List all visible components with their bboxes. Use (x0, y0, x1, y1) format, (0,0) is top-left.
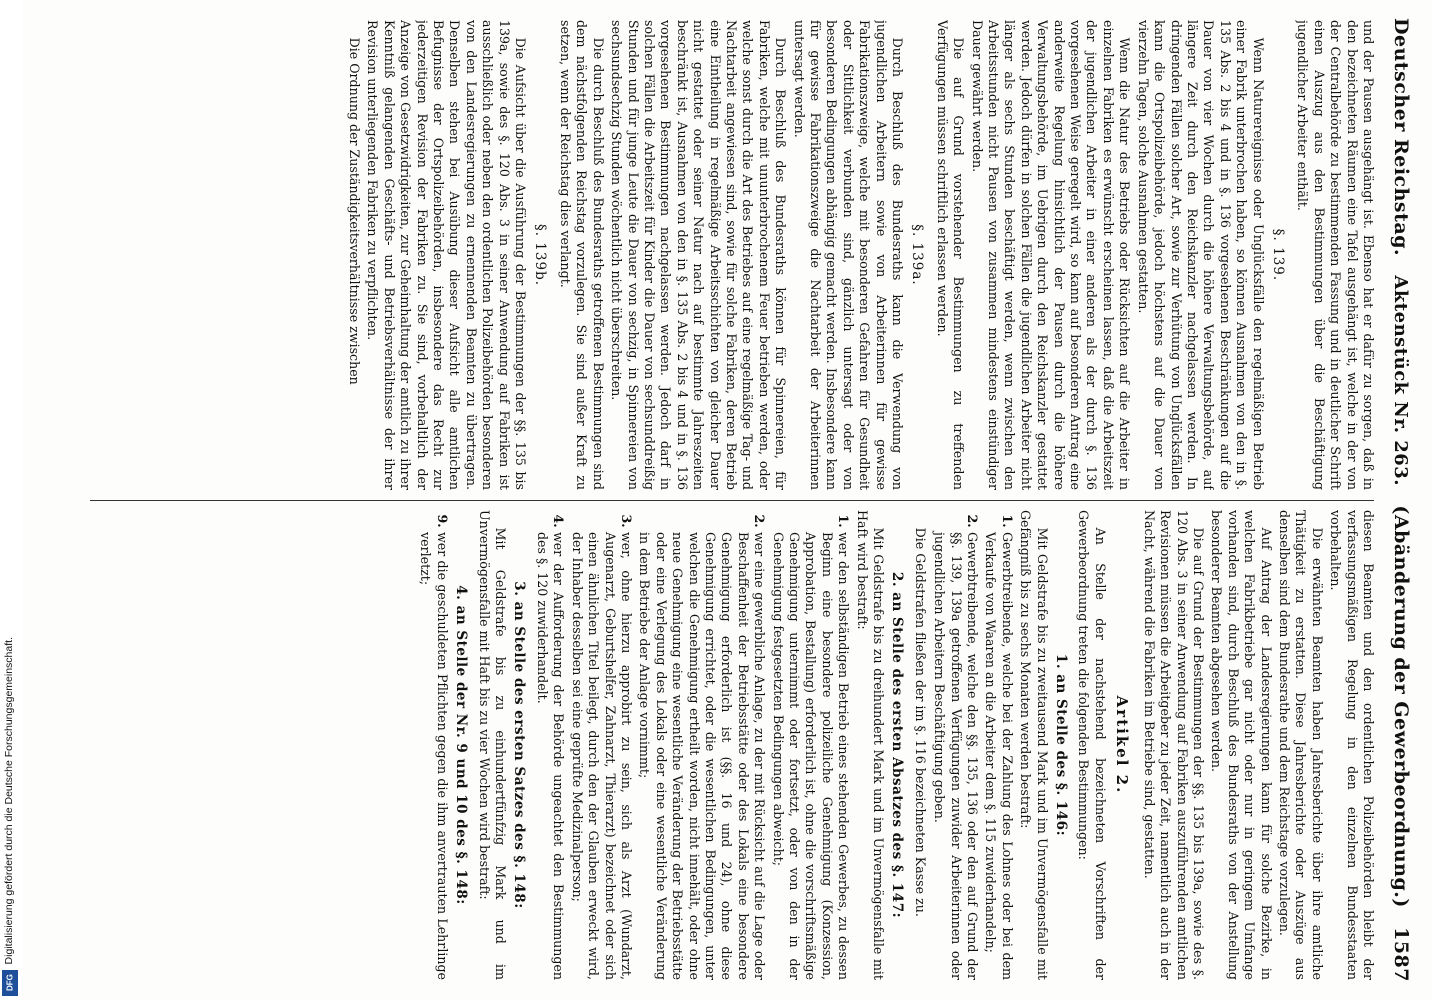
article-heading: Artikel 2. (1113, 695, 1132, 795)
running-head-right: (Abänderung der Gewerbeordnung.) (1390, 505, 1412, 908)
paragraph: Mit Geldstrafe bis zu einhundertfünfzig Mark und im Unvermögensfalle mit Haft bis zu vier Wochen wird bestraft: (476, 510, 509, 980)
paragraph: Die erwähnten Beamten haben Jahresberichte über ihre amtliche Thätigkeit zu erstatten. Diese Jahresberichte oder Auszüge aus denselben sind dem Bundesrathe und dem Reichstage vorzulegen. (1276, 510, 1325, 980)
section-heading: §. 139. (1269, 228, 1286, 282)
paragraph: Wenn Naturereignisse oder Unglücksfälle den regelmäßigen Betrieb einer Fabrik unterbrochen haben, so können Ausnahmen von den in §. 135 Abs. 2 bis 4 und in §. 136 vorgesehenen Beschränkungen auf die Dauer von vier Wochen durch die höhere Verwaltungsbehörde, auf längere Zeit durch den Reichskanzler nachgelassen werden. In dringenden Fällen solcher Art, sowie zur Verhütung von Unglücksfällen kann die Ortspolizeibehörde, jedoch höchstens auf die Dauer von vierzehn Tagen, solche Ausnahmen gestatten. (1135, 20, 1266, 490)
list-item: 4. wer der Aufforderung der Behörde ungeachtet den Bestimmungen des §. 120 zuwiderhandelt. (534, 532, 567, 980)
paragraph: An Stelle der nachstehend bezeichneten Vorschriften der Gewerbeordnung treten die folgenden Bestimmungen: (1076, 510, 1108, 980)
paragraph: Durch Beschluß des Bundesraths kann die Verwendung von jugendlichen Arbeitern sowie von Arbeiterinnen für gewisse Fabrikationszweige, welche mit besonderen Gefahren für Gesundheit oder Sittlichkeit verbunden sind, gänzlich untersagt oder von besonderen Bedingungen abhängig gemacht werden. Insbesondere kann für gewisse Fabrikationszweige die Nachtarbeit der Arbeiterinnen untersagt werden. (791, 20, 906, 490)
subsection-heading: 4. an Stelle der Nr. 9 und 10 des §. 148: (453, 585, 470, 905)
paragraph: und der Pausen ausgehängt ist. Ebenso hat er dafür zu sorgen, daß in den bezeichneten Räumen eine Tafel ausgehängt ist, welche in der von der Centralbehörde zu bestimmenden Fassung und in deutlicher Schrift einen Auszug aus den Bestimmungen über die Beschäftigung jugendlicher Arbeiter enthält. (1295, 20, 1376, 490)
numbered-list (417, 510, 450, 980)
dfg-logo: DFG (2, 970, 18, 996)
paragraph: Wenn die Natur des Betriebs oder Rücksichten auf die Arbeiter in einzelnen Fabriken es erwünscht erscheinen lassen, daß die Arbeitszeit der jugendlichen Arbeiter in einer anderen als der durch §. 136 vorgesehenen Weise geregelt wird, so kann auf besonderen Antrag eine anderweite Regelung hinsichtlich der Pausen durch die höhere Verwaltungsbehörde, im Uebrigen durch den Reichskanzler gestattet werden. Jedoch dürfen in solchen Fällen die jugendlichen Arbeiter nicht länger als sechs Stunden beschäftigt werden, wenn zwischen den Arbeitsstunden nicht Pausen von zusammen mindestens einstündiger Dauer gewährt werden. (969, 20, 1133, 490)
running-head (1384, 18, 1418, 982)
section-heading: §. 139b. (532, 223, 549, 287)
funding-credit: Digitalisierung gefördert durch die Deutsche Forschungsgemeinschaft. (3, 636, 15, 964)
left-column (24, 20, 1376, 490)
paragraph: Auf Antrag der Landesregierungen kann für solche Bezirke, in welchen Fabrikbetriebe gar nicht oder nur in geringem Umfange vorhanden sind, durch Beschluß des Bundesraths von der Anstellung besonderer Beamten abgesehen werden. (1209, 510, 1274, 980)
paragraph: Durch Beschluß des Bundesraths können für Spinnereien, für Fabriken, welche mit ununterbrochenem Feuer betrieben werden, oder welche sonst durch die Art des Betriebes auf eine regelmäßige Tag- und Nachtarbeit angewiesen sind, sowie für solche Fabriken, deren Betrieb eine Eintheilung in regelmäßige Arbeitsschichten von gleicher Dauer nicht gestattet oder seiner Natur nach auf bestimmte Jahreszeiten beschränkt ist, Ausnahmen von den in §. 135 Abs. 2 bis 4 und in §. 136 vorgesehenen Bestimmungen nachgelassen werden. Jedoch darf in solchen Fällen die Arbeitszeit für Kinder die Dauer von sechsunddreißig Stunden und für junge Leute die Dauer von sechzig, in Spinnereien von sechsundsechzig Stunden wöchentlich nicht überschreiten. (609, 20, 789, 490)
list-item: 3. wer, ohne hierzu approbirt zu sein, sich als Arzt (Wundarzt, Augenarzt, Geburtshelfer, Zahnarzt, Thierarzt) bezeichnet oder sich einen ähnlichen Titel beilegt, durch den der Glauben erweckt wird, der Inhaber desselben sei eine geprüfte Medizinalperson; (568, 532, 634, 980)
running-head-center: Aktenstück Nr. 263. (1390, 275, 1412, 487)
right-column (24, 510, 1376, 980)
paragraph: Die auf Grund vorstehender Bestimmungen zu treffenden Verfügungen müssen schriftlich erlassen werden. (934, 20, 967, 490)
paragraph: Mit Geldstrafe bis zu zweitausend Mark und im Unvermögensfalle mit Gefängniß bis zu sechs Monaten werden bestraft: (1018, 510, 1050, 980)
section-heading: §. 139a. (909, 224, 926, 286)
digitization-footer (0, 0, 22, 1000)
list-item: 2. Gewerbtreibende, welche den §§. 135, 136 oder den auf Grund der §§. 139, 139a getroffenen Verfügungen zuwider Arbeiterinnen oder jugendlichen Arbeitern Beschäftigung geben. (931, 532, 980, 980)
subsection-heading: 1. an Stelle des §. 146: (1053, 653, 1070, 837)
list-item: 2. wer eine gewerbliche Anlage, zu der mit Rücksicht auf die Lage oder Beschaffenheit der Betriebsstätte oder des Lokals eine besondere Genehmigung erforderlich ist (§§. 16 und 24), ohne diese Genehmigung errichtet, oder die wesentlichen Bedingungen, unter welchen die Genehmigung ertheilt worden, nicht innehält, oder ohne neue Genehmigung eine wesentliche Veränderung der Betriebsstätte oder eine Verlegung des Lokals oder eine wesentliche Veränderung in dem Betriebe der Anlage vornimmt; (636, 532, 767, 980)
numbered-list (534, 510, 852, 980)
paragraph: Die auf Grund der Bestimmungen der §§. 135 bis 139a, sowie des §. 120 Abs. 3 in seiner Anwendung auf Fabriken auszuführenden amtlichen Revisionen müssen die Arbeitgeber zu jeder Zeit, namentlich auch in der Nacht, während die Fabriken im Betriebe sind, gestatten. (1141, 510, 1206, 980)
column-divider (90, 500, 1374, 501)
numbered-list (931, 510, 1015, 980)
paragraph: Mit Geldstrafe bis zu dreihundert Mark und im Unvermögensfalle mit Haft wird bestraft: (854, 510, 887, 980)
subsection-heading: 2. an Stelle des ersten Absatzes des §. 147: (889, 571, 906, 919)
paragraph: Die Ordnung der Zuständigkeitsverhältnisse zwischen (347, 37, 363, 385)
paragraph: Die durch Beschluß des Bundesraths getroffenen Bestimmungen sind dem nächstfolgenden Reichstag vorzulegen. Sie sind außer Kraft zu setzen, wenn der Reichstag dies verlangt. (557, 20, 606, 490)
running-head-left: Deutscher Reichstag. (1390, 18, 1412, 257)
paragraph: Die Aufsicht über die Ausführung der Bestimmungen der §§. 135 bis 139a, sowie des §. 120 Abs. 3 in seiner Anwendung auf Fabriken ist ausschließlich oder neben den ordentlichen Polizeibehörden besonderen von den Landesregierungen zu ernennenden Beamten zu übertragen. Denselben stehen bei Ausübung dieser Aufsicht alle amtlichen Befugnisse der Ortspolizeibehörden, insbesondere das Recht zur jederzeitigen Revision der Fabriken zu. Sie sind, vorbehaltlich der Anzeige von Gesetzwidrigkeiten, zur Geheimhaltung der amtlich zu ihrer Kenntniß gelangenden Geschäfts- und Betriebsverhältnisse der ihrer Revision unterliegenden Fabriken zu verpflichten. (365, 20, 529, 490)
paragraph: Die Geldstrafen fließen der im §. 116 bezeichneten Kasse zu. (912, 527, 928, 917)
list-item: 1. Gewerbtreibende, welche bei der Zahlung des Lohnes oder bei dem Verkaufe von Waaren an die Arbeiter dem §. 115 zuwiderhandeln; (982, 532, 1015, 980)
list-item: 9. wer die geschuldeten Pflichten gegen die ihm anvertrauten Lehrlinge verletzt; (417, 532, 450, 980)
list-item: 1. wer den selbständigen Betrieb eines stehenden Gewerbes, zu dessen Beginn eine besondere polizeiliche Genehmigung (Konzession, Approbation, Bestallung) erforderlich ist, ohne die vorschriftsmäßige Genehmigung unternimmt oder fortsetzt, oder von den in der Genehmigung festgesetzten Bedingungen abweicht; (769, 532, 851, 980)
subsection-heading: 3. an Stelle des ersten Satzes des §. 148: (511, 581, 528, 909)
paragraph: diesen Beamten und den ordentlichen Polizeibehörden bleibt der verfassungsmäßigen Regelung in den einzelnen Bundesstaaten vorbehalten. (1328, 510, 1376, 980)
page-number: 1587 (1390, 927, 1412, 982)
